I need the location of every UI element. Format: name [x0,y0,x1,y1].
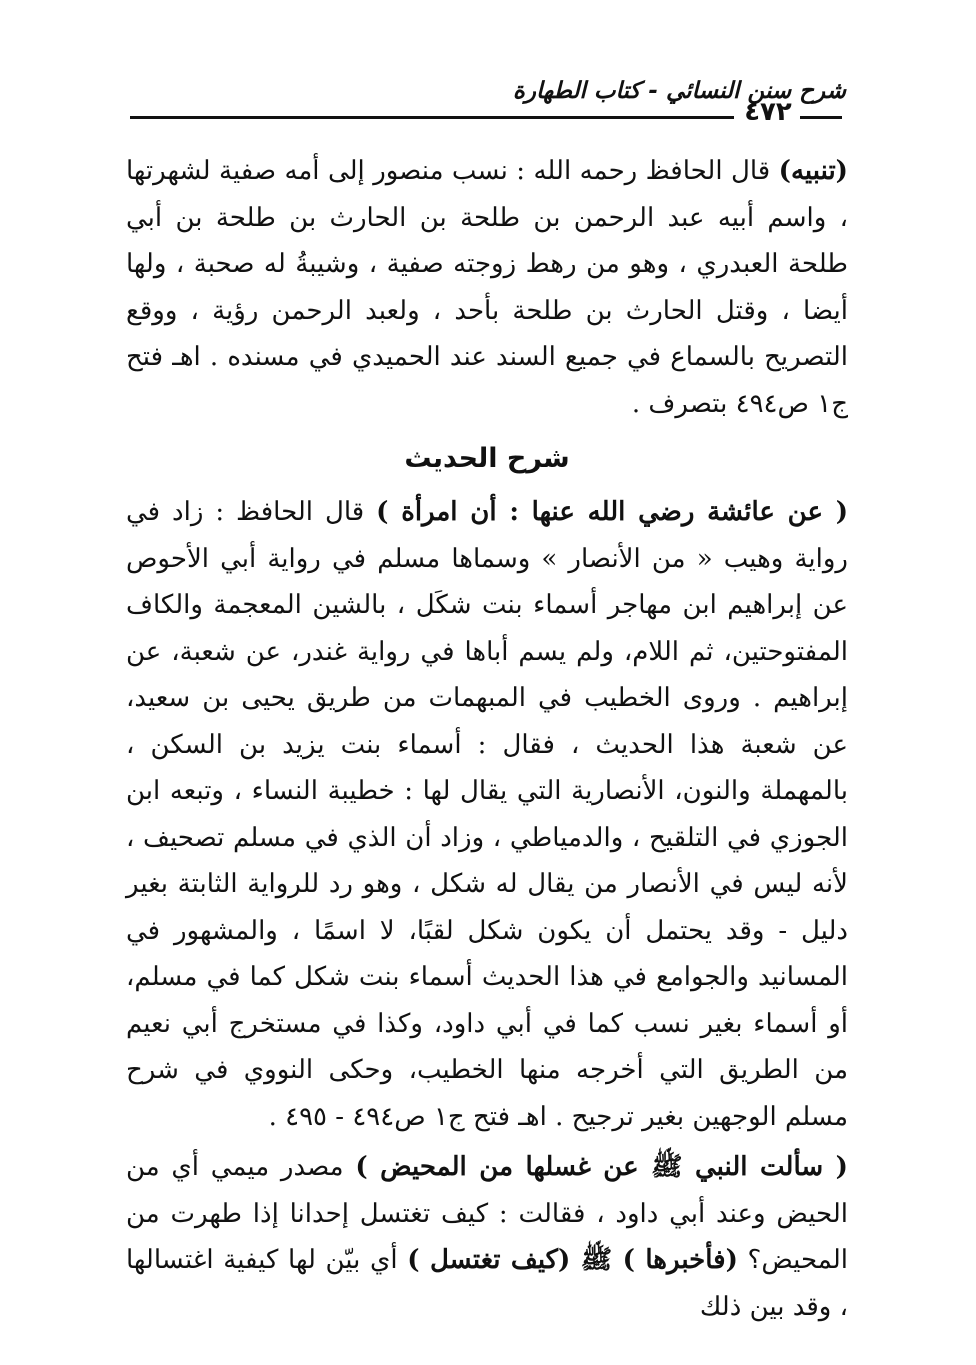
body-text [126,148,848,1330]
hadith-paragraph-2 [126,1144,848,1330]
hadith-text-3: أي بيّن لها كيفية اغتسالها ، وقد بين ذلك [126,1245,848,1322]
hadith-lemma-2: ( سألت النبي ﷺ عن غسلها من المحيض ) [355,1152,848,1182]
hadith-lemma-1: ( عن عائشة رضي الله عنها : أن امرأة ) [376,497,848,527]
hadith-text-2: مصدر ميمي أي من الحيض وعند أبي داود ، فقالت : كيف تغتسل إحدانا إذا طهرت من المحيض؟ [126,1152,848,1275]
section-title: شرح الحديث [404,443,570,474]
hadith-lemma-3: (فأخبرها ) ﷺ (كيف تغتسل ) [407,1245,738,1275]
hadith-paragraph-1 [126,489,848,1140]
note-label: (تنبيه) [778,156,848,186]
note-paragraph [126,148,848,427]
book-title: شرح سنن النسائي - كتاب الطهارة [512,78,846,104]
header-rule [130,116,734,119]
page-number: ٤٧٢ [744,97,792,127]
note-text: قال الحافظ رحمه الله : نسب منصور إلى أمه صفية لشهرتها ، واسم أبيه عبد الرحمن بن طلحة بن الحارث بن طلحة بن أبي طلحة العبدري ، وهو من رهط زوجته صفية ، وشيبةُ له صحبة ، ولها أيضا ، وقتل الحارث بن طلحة بأحد ، ولعبد الرحمن رؤية ، ووقع التصريح بالسماع في جميع السند عند الحميدي في مسنده . اهـ فتح ج١ ص٤٩٤ بتصرف . [126,156,848,419]
header-rule-short [800,116,842,119]
hadith-text-1: قال الحافظ : زاد في رواية وهيب « من الأنصار » وسماها مسلم في رواية أبي الأحوص عن إبراهيم ابن مهاجر أسماء بنت شكَل ، بالشين المعجمة والكاف المفتوحتين، ثم اللام، ولم يسم أباها في رواية غندر، عن شعبة، عن إبراهيم . وروى الخطيب في المبهمات من طريق يحيى بن سعيد، عن شعبة هذا الحديث ، فقال : أسماء بنت يزيد بن السكن ، بالمهملة والنون، الأنصارية التي يقال لها : خطيبة النساء ، وتبعه ابن الجوزي في التلقيح ، والدمياطي ، وزاد أن الذي في مسلم تصحيف ، لأنه ليس في الأنصار من يقال له شكل ، وهو رد للرواية الثابتة بغير دليل - وقد يحتمل أن يكون شكل لقبًا، لا اسمًا ، والمشهور في المسانيد والجوامع في هذا الحديث أسماء بنت شكل كما في مسلم، أو أسماء بغير نسب كما في أبي داود، وكذا في مستخرج أبي نعيم من الطريق التي أخرجه منها الخطيب، وحكى النووي في شرح مسلم الوجهين بغير ترجيح . اهـ فتح ج١ ص٤٩٤ - ٤٩٥ . [126,497,848,1132]
